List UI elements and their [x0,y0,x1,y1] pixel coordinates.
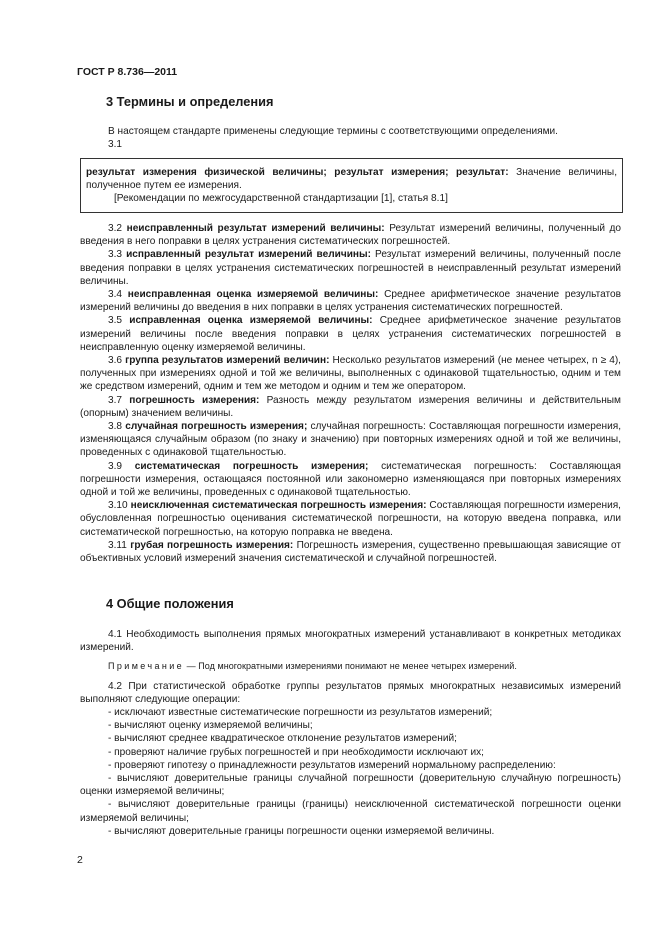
term: неисправленный результат измерений величины: [126,223,385,234]
item-number: 3.4 [108,289,128,301]
section-3-title: 3 Термины и определения [106,94,274,109]
term: систематическая погрешность измерения; [134,460,369,472]
section-3-intro-block [80,125,621,151]
definition-item [80,288,621,314]
item-number: 3.3 [108,249,127,261]
item-number: 3.5 [108,315,130,327]
note-label: Примечание [108,661,185,672]
item-3-1-number: 3.1 [108,139,123,151]
term: погрешность измерения: [129,394,260,406]
operation-item: - вычисляют доверительные границы случайной погрешности (доверительную случайную погрешность) оценки измеряемой величины; [80,773,621,798]
definition-3-1-reference: [Рекомендации по межгосударственной стандартизации [1], статья 8.1] [114,193,448,205]
note-text: — Под многократными измерениями понимают не менее четырех измерений. [184,661,517,672]
term: группа результатов измерений величин: [125,355,330,367]
item-number: 3.10 [108,500,131,512]
operation-item: - вычисляют доверительные границы (границы) неисключенной систематической погрешности оценки измеряемой величины; [80,799,621,824]
paragraph-4-1: 4.1 Необходимость выполнения прямых многократных измерений устанавливают в конкретных методиках измерений. [80,629,621,654]
item-number: 3.7 [108,394,130,406]
definition-item [80,539,621,565]
note [80,660,621,673]
standard-id: ГОСТ Р 8.736—2011 [77,66,178,78]
paragraph-4-2: 4.2 При статистической обработке группы результатов прямых многократных независимых измерений выполняют следующие операции: [80,680,621,705]
definition-text: Разность между результатом измерения величины и действительным (опорным) значением величины. [80,394,621,419]
definition-item [80,248,621,288]
definition-text: случайная погрешность: Составляющая погрешности измерения, изменяющаяся случайным образом (по знаку и значению) при повторных измерениях одной и той же величины, проведенных с одинаковой тщательностью. [80,421,621,459]
definition-item [80,354,621,394]
term: грубая погрешность измерения: [130,539,294,551]
definition-text: Среднее арифметическое значение результатов измерений величины после введения поправки в целях устранения систематических погрешностей в неисправленную оценку измеряемой величины. [80,315,621,353]
term: неисключенная систематическая погрешность измерения: [130,500,427,512]
item-number: 3.8 [108,421,126,433]
operation-item: - исключают известные систематические погрешности из результатов измерений; [108,707,493,719]
definitions-list [80,222,621,565]
definition-text: Результат измерений величины, полученный до введения в него поправки в целях устранения систематических погрешностей. [80,223,622,248]
definition-item [80,460,621,500]
term: случайная погрешность измерения; [125,421,308,433]
definition-3-1-terms: результат измерения физической величины; результат измерения; результат: [86,167,509,178]
definition-3-1-text: Значение величины, полученное путем ее измерения. [86,167,617,192]
operation-item: - проверяют гипотезу о принадлежности результатов измерений нормальному распределению: [108,759,556,771]
definition-item [80,499,621,539]
definition-text: Составляющая погрешности измерения, обусловленная погрешностью оценивания систематической погрешности, на которую введена поправка, или систематической погрешностью, на которую поправка не введена. [80,500,621,538]
operation-item: - вычисляют среднее квадратическое отклонение результатов измерений; [108,733,457,745]
operation-item: - проверяют наличие грубых погрешностей и при необходимости исключают их; [108,746,484,758]
definition-text: Среднее арифметическое значение результатов измерений величины до введения в них поправки в целях устранения систематических погрешностей. [80,289,621,314]
item-number: 3.6 [108,355,126,367]
operation-item: - вычисляют доверительные границы погрешности оценки измеряемой величины. [108,825,495,837]
definition-item [80,222,621,248]
item-number: 3.9 [108,460,135,472]
term: исправленная оценка измеряемой величины: [129,315,373,327]
definition-3-1 [86,166,617,192]
definition-item [80,314,621,354]
definition-text: систематическая погрешность: Составляющая погрешности измерения, остающаяся постоянной или закономерно изменяющаяся при повторных измерениях одной и той же величины, проведенных с одинаковой тщательностью. [80,460,621,499]
operation-item: - вычисляют оценку измеряемой величины; [108,720,313,732]
definition-item [80,394,621,420]
definition-3-1-box [80,158,623,213]
term: неисправленная оценка измеряемой величины: [127,289,379,301]
page-number: 2 [77,854,83,866]
term: исправленный результат измерений величины: [126,249,371,261]
section-4-title: 4 Общие положения [106,596,234,611]
section-3-intro: В настоящем стандарте применены следующие термины с соответствующими определениями. [108,126,558,137]
definition-text: Погрешность измерения, существенно превышающая зависящие от объективных условий измерений значения систематической и случайной погрешностей. [80,539,621,565]
definition-text: Несколько результатов измерений (не менее четырех, n ≥ 4), полученных при измерениях одной и той же величины, выполненных с одинаковой тщательностью, одним и тем же средством измерений, одним и тем же методом и одним и тем же оператором. [80,355,621,393]
item-number: 3.2 [108,223,127,234]
section-4-body [80,628,621,838]
item-number: 3.11 [108,539,131,551]
definition-text: Результат измерений величины, полученный после введения поправки в целях устранения систематических погрешностей в неисправленный результат измерений величины. [80,249,621,287]
definition-item [80,420,621,460]
